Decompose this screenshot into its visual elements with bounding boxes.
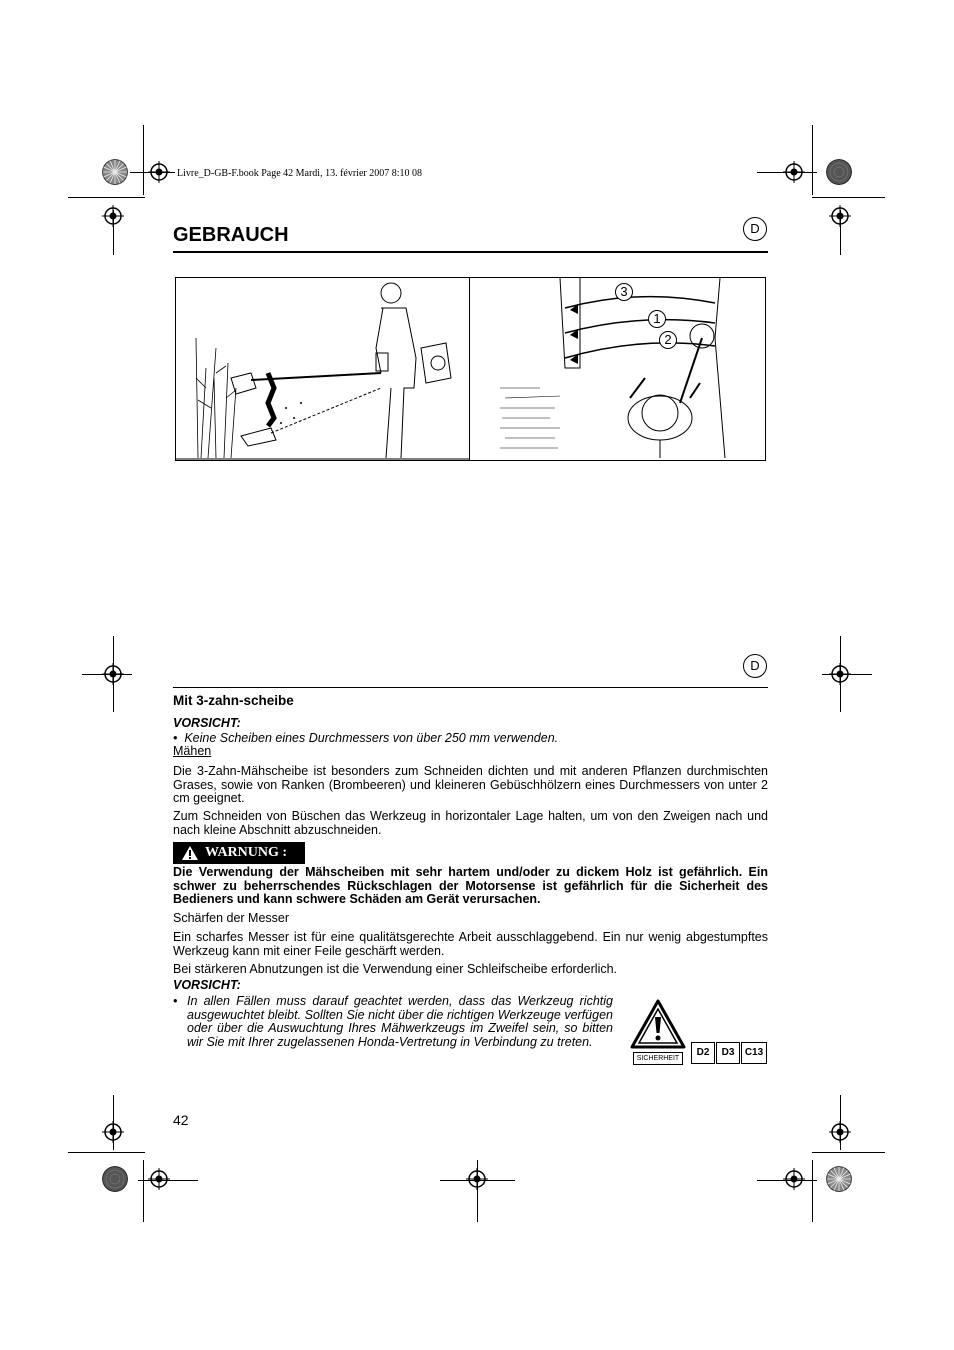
caution-bullet-text: Keine Scheiben eines Durchmessers von über 250 mm verwenden. [184,731,559,745]
caution-bullet: • Keine Scheiben eines Durchmessers von über 250 mm verwenden. [173,731,559,745]
crosshair-icon [102,205,124,227]
crosshair-icon [829,663,851,685]
crosshair-icon [783,161,805,183]
warning-label-text: WARNUNG : [205,845,288,860]
section-title: GEBRAUCH [173,224,289,246]
code-c13: C13 [741,1042,767,1064]
caution-title: VORSICHT: [173,716,241,730]
code-d3: D3 [716,1042,740,1064]
crosshair-icon [102,663,124,685]
crosshair-icon [783,1168,805,1190]
language-badge: D [743,654,767,678]
maehen-heading: Mähen [173,744,212,758]
crosshair-icon [148,161,170,183]
section-rule [173,687,768,688]
crosshair-icon [466,1168,488,1190]
rosette-icon [826,159,852,185]
rosette-icon [102,159,128,185]
rosette-icon [826,1166,852,1192]
callout-1: 1 [648,310,666,328]
paragraph-1: Die 3-Zahn-Mähscheibe ist besonders zum Schneiden dichten und mit anderen Pflanzen durchmischten Grases, sowie von Ranken (Brombeeren) und kleineren Gebüschhölzern eines Durchmessers von unter 2 cm geeignet. [173,764,768,805]
crosshair-icon [148,1168,170,1190]
crosshair-icon [102,1121,124,1143]
paragraph-4: Bei stärkeren Abnutzungen ist die Verwendung einer Schleifscheibe erforderlich. [173,962,618,976]
sharpen-heading: Schärfen der Messer [173,911,290,925]
header-meta: Livre_D-GB-F.book Page 42 Mardi, 13. février 2007 8:10 08 [177,168,422,179]
safety-warning-icon [630,999,686,1049]
rosette-icon [102,1166,128,1192]
page-number: 42 [173,1112,189,1128]
safety-label: SICHERHEIT [633,1052,683,1065]
title-rule [173,251,768,253]
language-badge: D [743,217,767,241]
callout-3: 3 [615,283,633,301]
paragraph-3: Ein scharfes Messer ist für eine qualitätsgerechte Arbeit ausschlaggebend. Ein nur wenig abgestumpftes Werkzeug kann mit einer Feile geschärft werden. [173,930,768,958]
callout-2: 2 [659,331,677,349]
crosshair-icon [829,1121,851,1143]
top-view-illustration [470,278,764,460]
subsection-title: Mit 3-zahn-scheibe [173,693,294,708]
caution2-title: VORSICHT: [173,978,241,992]
paragraph-2: Zum Schneiden von Büschen das Werkzeug in horizontaler Lage halten, um von den Zweigen nach und nach kleine Abschnitt abzuschneiden. [173,809,768,837]
crosshair-icon [829,205,851,227]
warning-label [173,842,305,864]
caution2-bullet-marker: • [173,994,178,1008]
code-d2: D2 [691,1042,715,1064]
warning-triangle-icon [181,845,199,861]
operator-illustration [176,278,469,460]
caution2-bullet-text: In allen Fällen muss darauf geachtet werden, dass das Werkzeug richtig ausgewuchtet bleibt. Sollten Sie nicht über die richtigen Werkzeuge verfügen oder über die Auswuchtung Ihres Mähwerkzeugs im Zweifel sein, so bitten wir Sie mit Ihrer zugelassenen Honda-Vertretung in Verbindung zu treten. [187,994,613,1049]
warning-text: Die Verwendung der Mähscheiben mit sehr hartem und/oder zu dickem Holz ist gefährlich. Ein schwer zu beherrschendes Rückschlagen der Motorsense ist gefährlich für die Sicherheit des Bedieners und kann schwere Schäden am Gerät verursachen. [173,865,768,906]
illustration-figure [175,277,766,461]
